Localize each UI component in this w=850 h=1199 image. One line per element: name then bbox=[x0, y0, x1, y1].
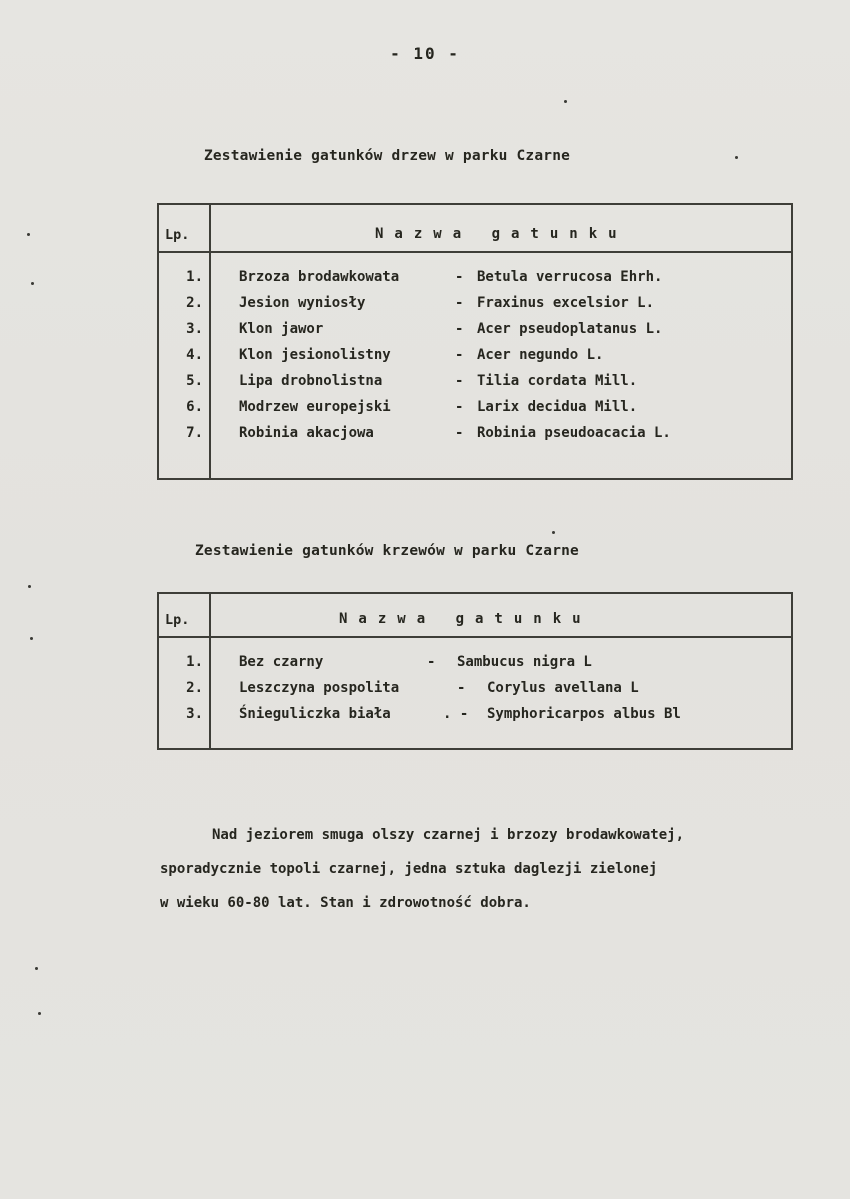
separator-dash: - bbox=[427, 654, 436, 670]
polish-name: Modrzew europejski bbox=[239, 399, 391, 415]
separator-dash: - bbox=[455, 295, 464, 311]
paragraph-line: Nad jeziorem smuga olszy czarnej i brzozy brodawkowatej, bbox=[212, 827, 685, 843]
polish-name: Bez czarny bbox=[239, 654, 324, 670]
separator-dash: - bbox=[455, 347, 464, 363]
scan-speck bbox=[31, 282, 34, 285]
table-row bbox=[159, 425, 791, 451]
trees-col-lp: Lp. bbox=[165, 227, 190, 243]
latin-name: Acer pseudoplatanus L. bbox=[477, 321, 663, 337]
row-number: 3. bbox=[186, 706, 203, 722]
scan-speck bbox=[564, 100, 567, 103]
scan-speck bbox=[27, 233, 30, 236]
separator-dash: - bbox=[455, 425, 464, 441]
header-divider bbox=[159, 636, 791, 638]
scan-speck bbox=[735, 156, 738, 159]
separator-dash: . - bbox=[443, 706, 469, 722]
table-row bbox=[159, 706, 791, 732]
table-row bbox=[159, 654, 791, 680]
separator-dash: - bbox=[455, 373, 464, 389]
scan-speck bbox=[38, 1012, 41, 1015]
separator-dash: - bbox=[457, 680, 466, 696]
latin-name: Acer negundo L. bbox=[477, 347, 604, 363]
polish-name: Jesion wyniosły bbox=[239, 295, 366, 311]
latin-name: Fraxinus excelsior L. bbox=[477, 295, 655, 311]
row-number: 2. bbox=[186, 295, 203, 311]
description-paragraph bbox=[160, 818, 800, 920]
latin-name: Symphoricarpos albus Bl bbox=[487, 706, 681, 722]
row-number: 5. bbox=[186, 373, 203, 389]
latin-name: Sambucus nigra L bbox=[457, 654, 592, 670]
shrubs-table bbox=[157, 592, 793, 750]
shrubs-col-name: Nazwa gatunku bbox=[339, 611, 592, 627]
trees-table-title: Zestawienie gatunków drzew w parku Czarne bbox=[203, 148, 571, 164]
polish-name: Klon jesionolistny bbox=[239, 347, 391, 363]
table-row bbox=[159, 680, 791, 706]
polish-name: Leszczyna pospolita bbox=[239, 680, 400, 696]
separator-dash: - bbox=[455, 321, 464, 337]
scan-speck bbox=[552, 531, 555, 534]
row-number: 6. bbox=[186, 399, 203, 415]
row-number: 4. bbox=[186, 347, 203, 363]
scan-speck bbox=[28, 585, 31, 588]
table-row bbox=[159, 347, 791, 373]
latin-name: Betula verrucosa Ehrh. bbox=[477, 269, 663, 285]
polish-name: Klon jawor bbox=[239, 321, 324, 337]
row-number: 3. bbox=[186, 321, 203, 337]
latin-name: Larix decidua Mill. bbox=[477, 399, 638, 415]
row-number: 1. bbox=[186, 269, 203, 285]
shrubs-table-title: Zestawienie gatunków krzewów w parku Czarne bbox=[195, 543, 579, 559]
polish-name: Robinia akacjowa bbox=[239, 425, 374, 441]
polish-name: Śnieguliczka biała bbox=[239, 706, 391, 722]
shrubs-col-lp: Lp. bbox=[165, 612, 190, 628]
separator-dash: - bbox=[455, 399, 464, 415]
paragraph-line: sporadycznie topoli czarnej, jedna sztuka daglezji zielonej bbox=[160, 861, 658, 877]
polish-name: Lipa drobnolistna bbox=[239, 373, 383, 389]
latin-name: Tilia cordata Mill. bbox=[477, 373, 638, 389]
scan-speck bbox=[30, 637, 33, 640]
table-row bbox=[159, 321, 791, 347]
trees-table bbox=[157, 203, 793, 480]
row-number: 2. bbox=[186, 680, 203, 696]
separator-dash: - bbox=[455, 269, 464, 285]
table-row bbox=[159, 295, 791, 321]
trees-col-name: Nazwa gatunku bbox=[375, 226, 628, 242]
latin-name: Corylus avellana L bbox=[487, 680, 639, 696]
page-number: - 10 - bbox=[390, 44, 460, 63]
scan-speck bbox=[35, 967, 38, 970]
polish-name: Brzoza brodawkowata bbox=[239, 269, 400, 285]
paragraph-line: w wieku 60-80 lat. Stan i zdrowotność dobra. bbox=[160, 895, 531, 911]
row-number: 7. bbox=[186, 425, 203, 441]
table-row bbox=[159, 399, 791, 425]
table-row bbox=[159, 269, 791, 295]
latin-name: Robinia pseudoacacia L. bbox=[477, 425, 671, 441]
header-divider bbox=[159, 251, 791, 253]
table-row bbox=[159, 373, 791, 399]
row-number: 1. bbox=[186, 654, 203, 670]
